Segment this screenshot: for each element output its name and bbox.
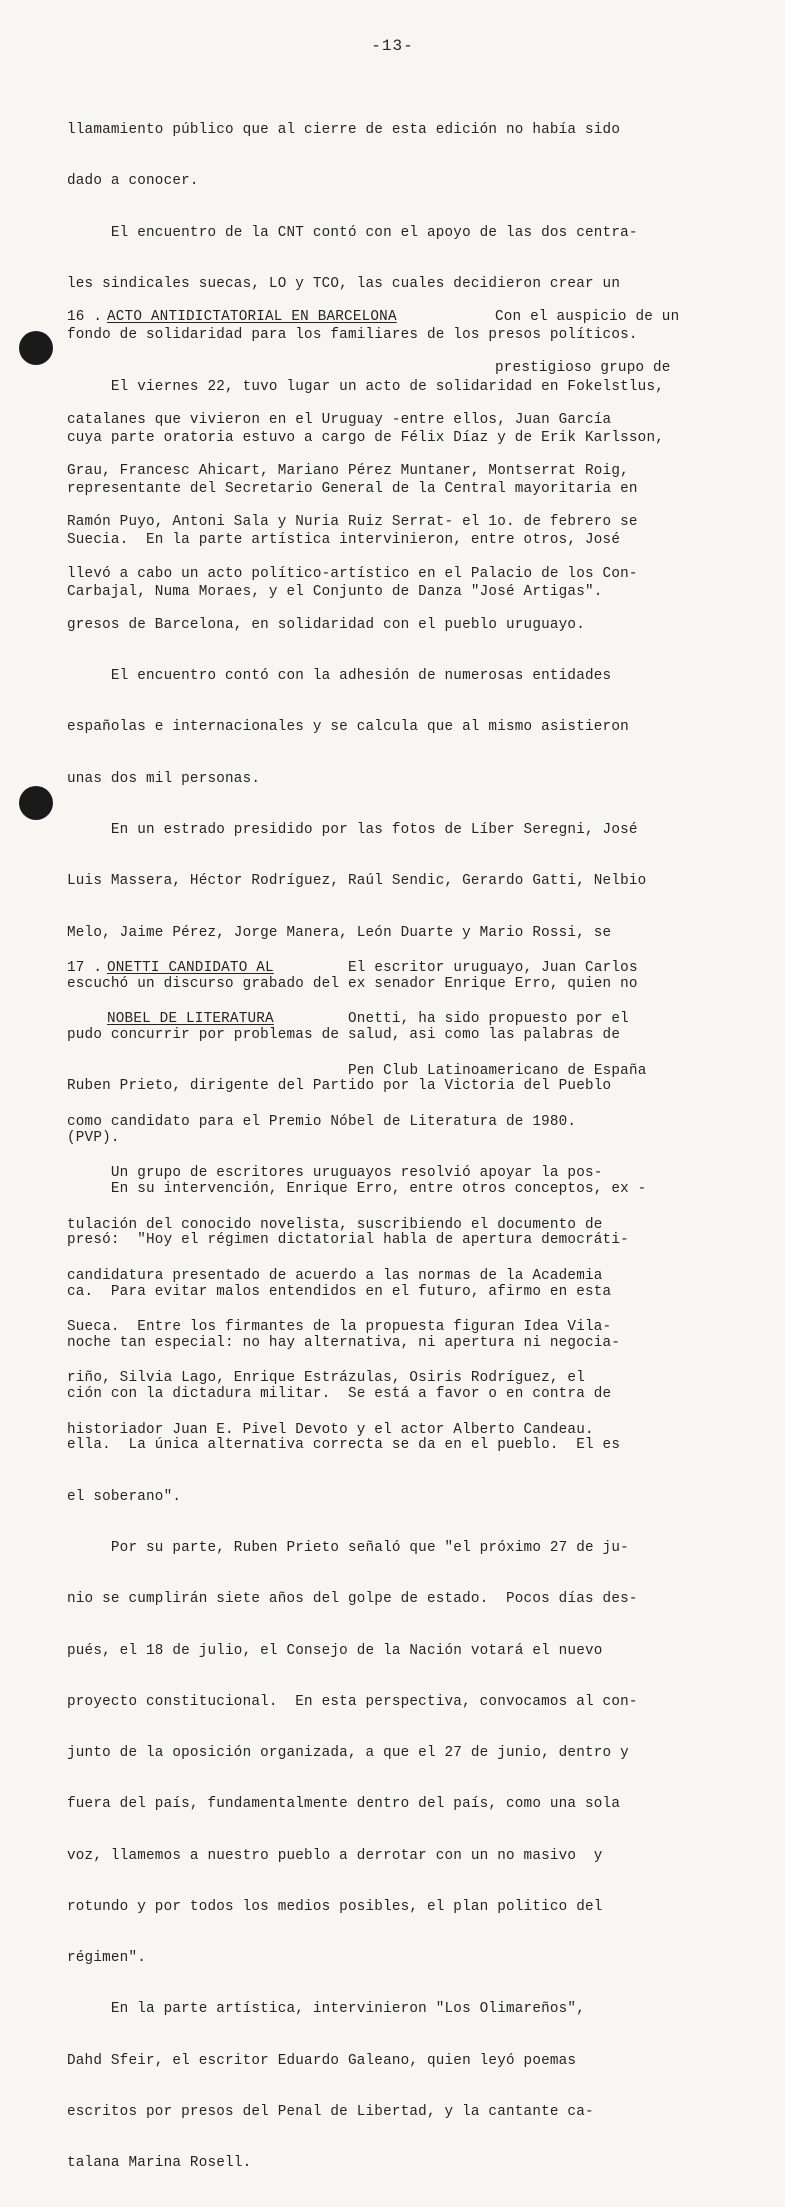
text-line: rotundo y por todos los medios posibles, el plan politico del	[67, 1898, 603, 1915]
text-line: Carbajal, Numa Moraes, y el Conjunto de Danza "José Artigas".	[67, 583, 603, 600]
text-line: cuya parte oratoria estuvo a cargo de Félix Díaz y de Erik Karlsson,	[67, 429, 665, 446]
text-line: (PVP).	[67, 1129, 120, 1146]
text-line: pués, el 18 de julio, el Consejo de la Nación votará el nuevo	[67, 1642, 603, 1659]
text-line: como candidato para el Premio Nóbel de Literatura de 1980.	[67, 1114, 577, 1131]
text-line: catalanes que vivieron en el Uruguay -entre ellos, Juan García	[67, 411, 612, 428]
text-line: Por su parte, Ruben Prieto señaló que "el próximo 27 de ju-	[67, 1539, 629, 1556]
text-line: les sindicales suecas, LO y TCO, las cuales decidieron crear un	[67, 276, 621, 293]
section-number: 16 .	[67, 309, 103, 326]
text-line: llamamiento público que al cierre de esta edición no había sido	[67, 122, 621, 139]
text-line: Dahd Sfeir, el escritor Eduardo Galeano, quien leyó poemas	[67, 2052, 577, 2069]
text-line: unas dos mil personas.	[67, 770, 261, 787]
text-line: régimen".	[67, 1950, 147, 1967]
text-line: talana Marina Rosell.	[67, 2155, 252, 2172]
section-title: ONETTI CANDIDATO AL	[107, 960, 274, 977]
text-line: Melo, Jaime Pérez, Jorge Manera, León Duarte y Mario Rossi, se	[67, 924, 612, 941]
text-line: riño, Silvia Lago, Enrique Estrázulas, Osiris Rodríguez, el	[67, 1370, 585, 1387]
text-line: presó: "Hoy el régimen dictatorial habla de apertura democráti-	[67, 1232, 629, 1249]
text-line: escuchó un discurso grabado del ex senador Enrique Erro, quien no	[67, 975, 638, 992]
text-line: españolas e internacionales y se calcula que al mismo asistieron	[67, 719, 629, 736]
text-line: ca. Para evitar malos entendidos en el futuro, afirmo en esta	[67, 1283, 612, 1300]
text-line: Suecia. En la parte artística intervinieron, entre otros, José	[67, 532, 621, 549]
text-line: historiador Juan E. Pivel Devoto y el actor Alberto Candeau.	[67, 1421, 594, 1438]
section-intro-line: prestigioso grupo de	[495, 360, 671, 377]
text-line: noche tan especial: no hay alternativa, ni apertura ni negocia-	[67, 1334, 621, 1351]
section-heading-row-2	[67, 1011, 747, 1028]
text-line: voz, llamemos a nuestro pueblo a derrotar con un no masivo y	[67, 1847, 603, 1864]
text-line: Luis Massera, Héctor Rodríguez, Raúl Sendic, Gerardo Gatti, Nelbio	[67, 873, 647, 890]
text-line: candidatura presentado de acuerdo a las normas de la Academia	[67, 1267, 603, 1284]
text-line: El encuentro de la CNT contó con el apoyo de las dos centra-	[67, 224, 638, 241]
section-intro-line: El escritor uruguayo, Juan Carlos	[348, 960, 638, 977]
text-line: Ramón Puyo, Antoni Sala y Nuria Ruiz Serrat- el 1o. de febrero se	[67, 514, 638, 531]
section-heading-row-2	[67, 360, 747, 377]
text-line: En un estrado presidido por las fotos de Líber Seregni, José	[67, 822, 638, 838]
punch-hole	[19, 331, 53, 365]
text-line: proyecto constitucional. En esta perspectiva, convocamos al con-	[67, 1693, 638, 1710]
text-line: El viernes 22, tuvo lugar un acto de solidaridad en Fokelstlus,	[67, 378, 665, 395]
section-intro-line: Con el auspicio de un	[495, 309, 680, 326]
section-intro-line: Pen Club Latinoamericano de España	[348, 1062, 647, 1079]
text-line: tulación del conocido novelista, suscribiendo el documento de	[67, 1216, 603, 1233]
text-line: En la parte artística, intervinieron "Los Olimareños",	[67, 2001, 585, 2018]
text-line: llevó a cabo un acto político-artístico en el Palacio de los Con-	[67, 565, 638, 582]
text-line: ella. La única alternativa correcta se da en el pueblo. El es	[67, 1437, 621, 1454]
text-line: Un grupo de escritores uruguayos resolvió apoyar la pos-	[67, 1165, 603, 1182]
section-heading-row-3	[67, 1063, 747, 1080]
section-heading-row	[67, 309, 747, 326]
section-17	[67, 926, 747, 1473]
section-number: 17 .	[67, 960, 103, 977]
text-line: El encuentro contó con la adhesión de numerosas entidades	[67, 668, 612, 685]
text-line: gresos de Barcelona, en solidaridad con el pueblo uruguayo.	[67, 616, 585, 633]
text-line: Ruben Prieto, dirigente del Partido por la Victoria del Pueblo	[67, 1078, 612, 1095]
text-line: escritos por presos del Penal de Libertad, y la cantante ca-	[67, 2104, 594, 2121]
text-line: nio se cumplirán siete años del golpe de estado. Pocos días des-	[67, 1591, 638, 1608]
text-line: pudo concurrir por problemas de salud, asi como las palabras de	[67, 1027, 621, 1044]
text-line: Sueca. Entre los firmantes de la propuesta figuran Idea Vila-	[67, 1319, 612, 1336]
text-line: ción con la dictadura militar. Se está a favor o en contra de	[67, 1386, 612, 1403]
text-line: En su intervención, Enrique Erro, entre otros conceptos, ex -	[67, 1180, 647, 1197]
text-line: fondo de solidaridad para los familiares de los presos políticos.	[67, 327, 638, 344]
section-heading-row	[67, 960, 747, 977]
section-title: ACTO ANTIDICTATORIAL EN BARCELONA	[107, 309, 397, 326]
text-line: fuera del país, fundamentalmente dentro del país, como una sola	[67, 1796, 621, 1813]
page-number: -13-	[371, 37, 414, 55]
text-line: el soberano".	[67, 1488, 182, 1505]
section-intro-line: Onetti, ha sido propuesto por el	[348, 1011, 629, 1028]
text-line: Grau, Francesc Ahicart, Mariano Pérez Muntaner, Montserrat Roig,	[67, 463, 629, 480]
text-line: representante del Secretario General de la Central mayoritaria en	[67, 481, 638, 498]
punch-hole	[19, 786, 53, 820]
section-title-line-2: NOBEL DE LITERATURA	[107, 1011, 274, 1028]
text-line: dado a conocer.	[67, 173, 199, 190]
text-line: junto de la oposición organizada, a que el 27 de junio, dentro y	[67, 1745, 629, 1762]
